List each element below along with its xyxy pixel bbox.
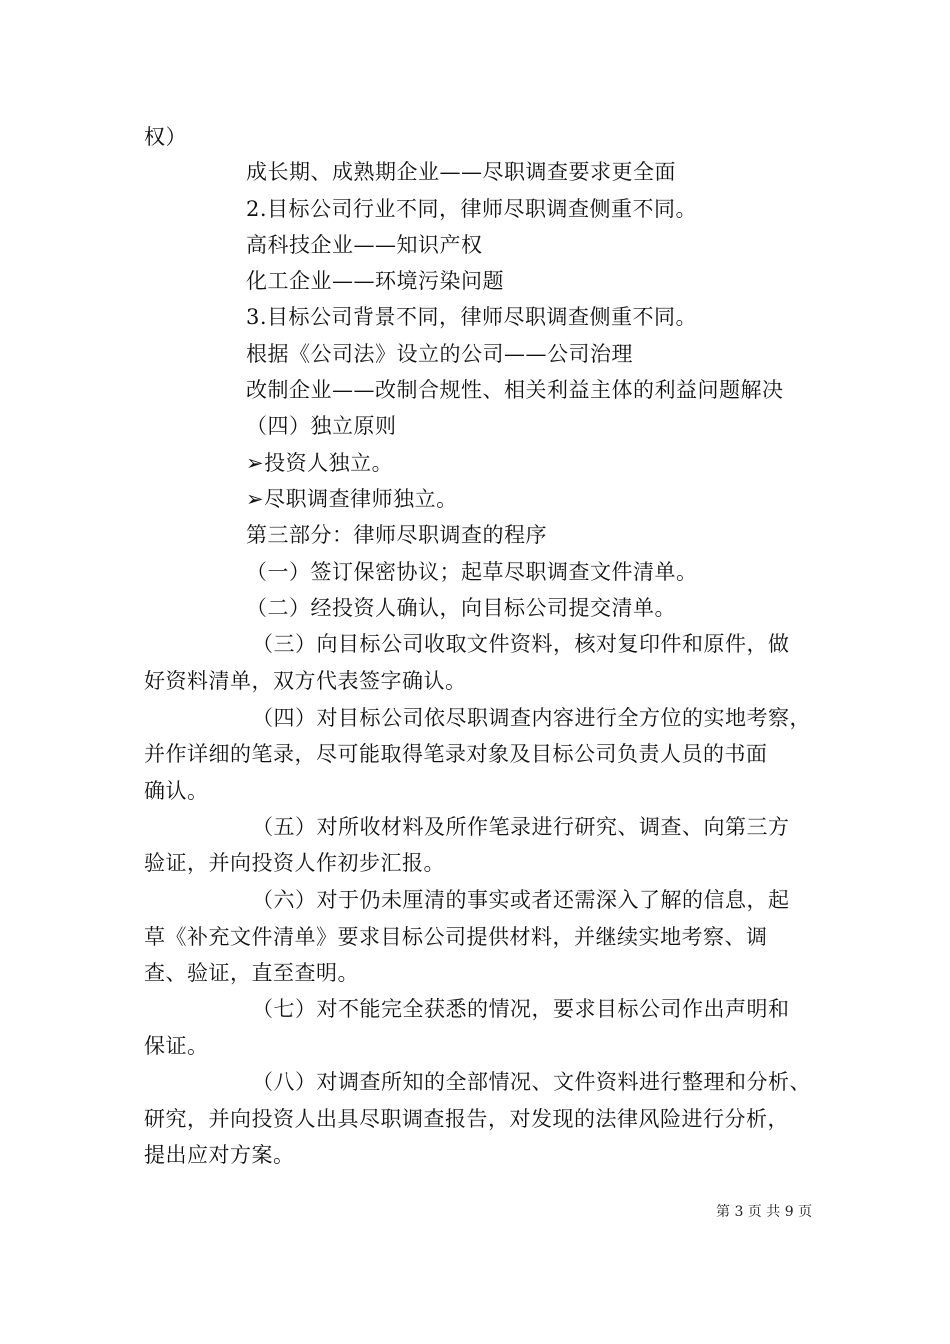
text-line: 确认。 bbox=[144, 779, 209, 803]
text-line: 高科技企业——知识产权 bbox=[246, 233, 483, 257]
page-number: 第 3 页 共 9 页 bbox=[716, 1204, 813, 1220]
text-line: （二）经投资人确认，向目标公司提交清单。 bbox=[246, 596, 676, 620]
text-line: 查、验证，直至查明。 bbox=[144, 961, 359, 985]
text-line: （五）对所收材料及所作笔录进行研究、调查、向第三方 bbox=[252, 815, 790, 839]
text-line: 2.目标公司行业不同，律师尽职调查侧重不同。 bbox=[246, 197, 698, 221]
text-line: （六）对于仍未厘清的事实或者还需深入了解的信息，起 bbox=[252, 888, 790, 912]
text-line: （四）对目标公司依尽职调查内容进行全方位的实地考察， bbox=[252, 706, 811, 730]
text-line: 并作详细的笔录，尽可能取得笔录对象及目标公司负责人员的书面 bbox=[144, 742, 768, 766]
text-line: 好资料清单，双方代表签字确认。 bbox=[144, 669, 467, 693]
text-line: 研究，并向投资人出具尽职调查报告，对发现的法律风险进行分析， bbox=[144, 1107, 789, 1131]
bullet-item: ➢投资人独立。 bbox=[246, 451, 394, 475]
text-line: （八）对调查所知的全部情况、文件资料进行整理和分析、 bbox=[252, 1070, 811, 1094]
text-line: 化工企业——环境污染问题 bbox=[246, 269, 504, 293]
text-line: 根据《公司法》设立的公司——公司治理 bbox=[246, 342, 633, 366]
text-line: 草《补充文件清单》要求目标公司提供材料，并继续实地考察、调 bbox=[144, 925, 768, 949]
text-line: （一）签订保密协议；起草尽职调查文件清单。 bbox=[246, 560, 698, 584]
bullet-item: ➢尽职调查律师独立。 bbox=[246, 487, 458, 511]
text-line: （七）对不能完全获悉的情况，要求目标公司作出声明和 bbox=[252, 997, 790, 1021]
text-line: 提出应对方案。 bbox=[144, 1143, 295, 1167]
text-line: （三）向目标公司收取文件资料，核对复印件和原件，做 bbox=[252, 632, 790, 656]
text-line: 权） bbox=[144, 125, 187, 149]
text-line: 改制企业——改制合规性、相关利益主体的利益问题解决 bbox=[246, 378, 784, 402]
text-line: 保证。 bbox=[144, 1034, 209, 1058]
part-heading: 第三部分：律师尽职调查的程序 bbox=[246, 523, 547, 547]
section-heading: （四）独立原则 bbox=[246, 414, 397, 438]
text-line: 验证，并向投资人作初步汇报。 bbox=[144, 851, 445, 875]
text-line: 成长期、成熟期企业——尽职调查要求更全面 bbox=[246, 160, 676, 184]
text-line: 3.目标公司背景不同，律师尽职调查侧重不同。 bbox=[246, 305, 698, 329]
